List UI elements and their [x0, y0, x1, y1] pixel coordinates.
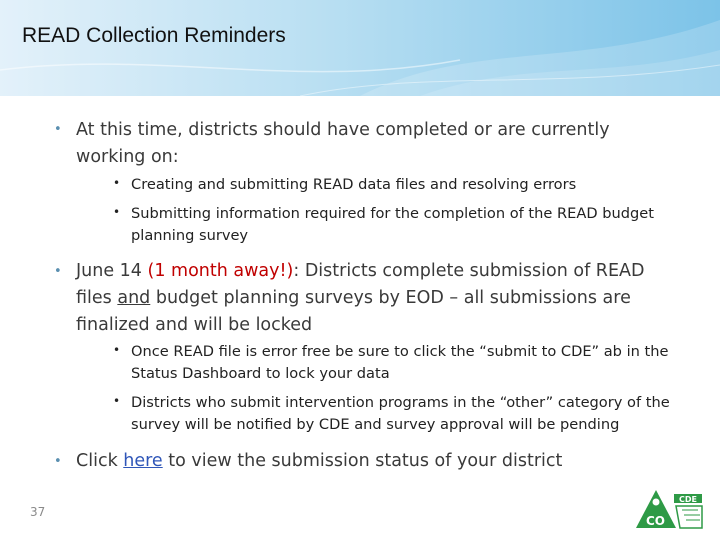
deadline-highlight: (1 month away!): [147, 261, 294, 281]
status-text-rest: to view the submission status of your district: [162, 451, 563, 471]
sub-bullet-marker: •: [113, 394, 121, 408]
sub-bullet-marker: •: [113, 176, 121, 190]
deadline-date: June 14: [76, 261, 148, 281]
sub-bullet-budget-survey: Submitting information required for the completion of the READ budget planning survey: [131, 205, 654, 244]
page-number: 37: [30, 505, 46, 519]
header-decoration: [0, 0, 720, 96]
deadline-text: : Districts complete submission of READ files: [76, 261, 645, 308]
emphasis-and: and: [117, 288, 151, 308]
bullet-marker: •: [54, 454, 62, 469]
sub-bullet-marker: •: [113, 205, 121, 219]
logo-cde-text: CDE: [679, 495, 697, 504]
logo-co-text: CO: [646, 514, 666, 528]
bullet-marker: •: [54, 264, 62, 279]
sub-bullet-marker: •: [113, 343, 121, 357]
bullet-june-deadline: [76, 258, 676, 339]
sub-bullet-submit-to-cde: Once READ file is error free be sure to click the “submit to CDE” ab in the Status Dashboard to lock your data: [131, 343, 669, 382]
bullet-submission-status: [76, 448, 676, 475]
colorado-cde-logo: [632, 488, 708, 536]
deadline-text-rest: budget planning surveys by EOD – all submissions are finalized and will be locked: [76, 288, 631, 335]
here-link[interactable]: here: [123, 451, 163, 471]
bullet-marker: •: [54, 122, 62, 137]
status-text-prefix: Click: [76, 451, 124, 471]
sub-bullet-data-files: Creating and submitting READ data files and resolving errors: [131, 176, 577, 193]
bullet-completed-work: At this time, districts should have completed or are currently working on:: [76, 120, 610, 167]
sub-bullet-other-category: Districts who submit intervention programs in the “other” category of the survey will be notified by CDE and survey approval will be pending: [131, 394, 670, 433]
page-title: READ Collection Reminders: [22, 24, 286, 47]
title-bar: [0, 0, 720, 96]
